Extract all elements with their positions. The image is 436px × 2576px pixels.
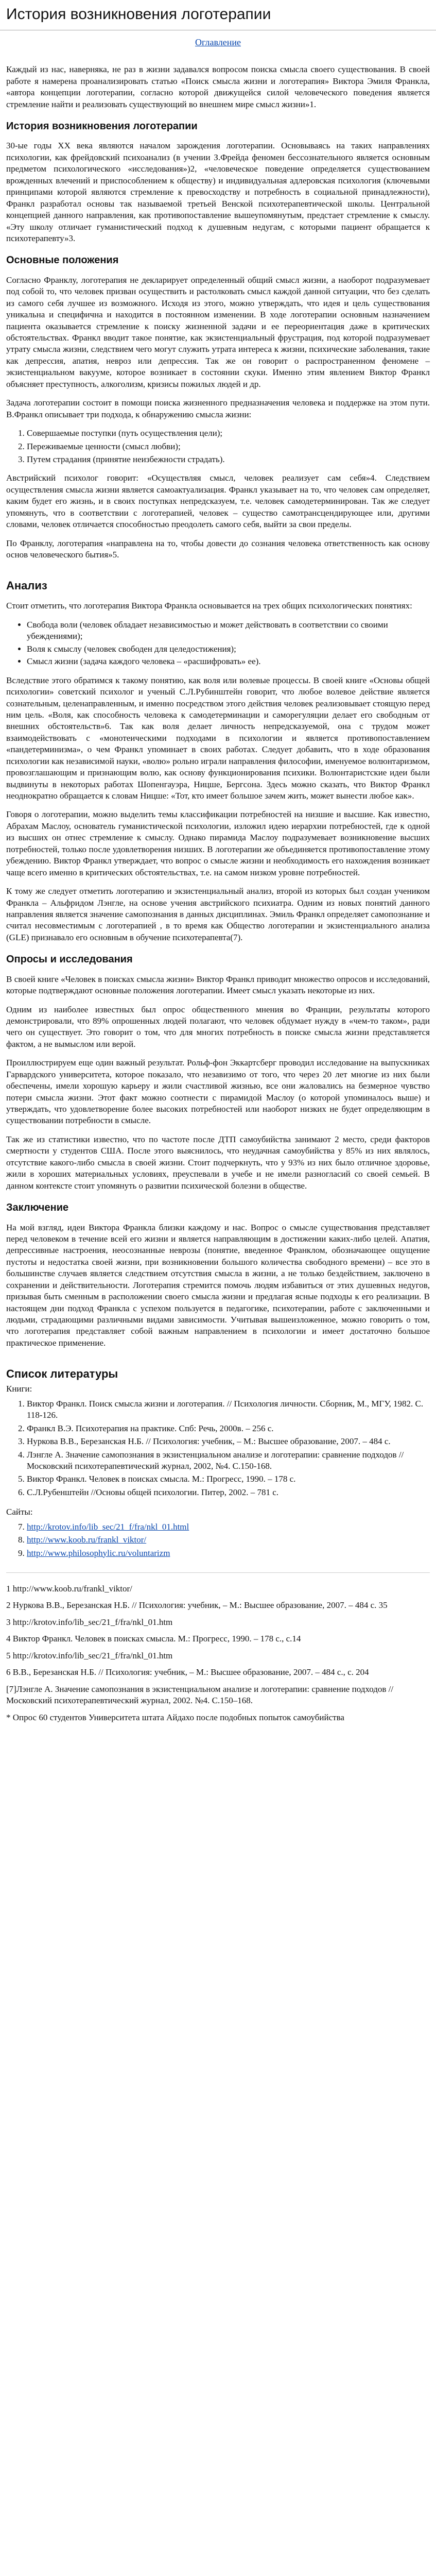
section-conclusion [6, 1201, 430, 1349]
books-list [6, 1398, 430, 1499]
section-heading: Опросы и исследования [6, 954, 133, 965]
section-heading: История возникновения логотерапии [6, 121, 198, 132]
paragraph: Вследствие этого обратимся к такому понятию, как воля или волевые процессы. В своей книге «Основы общей психологии» советский психолог и ученый С.Л.Рубинштейн говорит, что любое волевое действие является сознательным, целенаправленным, и именно посредством этого действия человек реализовывает стоящую перед ним цель. «Воля, как способность человека к самодетерминации и саморегуляции делает его свободным от внешних обстоятельств»6. Так как воля делает личность непредсказуемой, она с трудом может взаимодействовать с «монотеическими подходами в психологии и является противопоставлением «пандетерминизма», о чем Франкл упоминает в своих работах. Следует добавить, что в ходе образования психологии как независимой науки, «волю» рольно играли направления философии, именуемое волюнтаризмом, провозглашающим и признающим волю, как основу функционирования психики. Волюнтаристские идеи были выдвинуты в некоторых работах Шопенгауэра, Ницше, Бергсона. Здесь можно сказать, что Виктор Франкл неоднократно обращается к словам Ницше: «Тот, кто имеет большое зачем жить, может вынести любое как». [6, 675, 430, 801]
reference-item: 3. Нуркова В.В., Березанская Н.Б. // Психология: учебник, – М.: Высшее образование, 2007. – 484 с. [27, 1436, 430, 1447]
paragraph: Одним из наиболее известных был опрос общественного мнения во Франции, результаты которого демонстрировали, что 89% опрошенных людей полагают, что человек обдумает нужду в «чем-то таком», ради чего он существует. Это говорит о том, что для многих потребность в поиске смысла жизни представляется фактом, а не вымыслом или верой. [6, 1004, 430, 1049]
books-label: Книги: [6, 1384, 32, 1394]
paragraph: На мой взгляд, идеи Виктора Франкла близки каждому и нас. Вопрос о смысле существования представляет перед человеком в течение всей его жизни и является направляющим в достижении каких-либо целей. Апатия, депрессивные настроения, неосознанные неврозы (понятие, введенное Франклом, обозначающее ощущение пустоты и недостатка своей жизни, при возникновении большого количества свободного времени) – все это в большинстве случаев является следствием отсутствия смысла в жизни, а не только бездействием, заключено в сохранении и действительности. Логотерапия стремится помочь людям избавиться от этих душевных недугов, призывая быть сменным в расположении своего смысла жизни и предлагая ясные подходы к его реализации. В настоящем дни подход Франкла с успехом пользуется в педагогике, психотерапии, работе с заключенными и людьми, страдающими различными видами зависимости. Учитывая вышеизложенное, можно говорить о том, что логотерапия представляет собой важным направлением в психологии и имеет достаточно большое практическое применение. [6, 1222, 430, 1348]
list-item: • Воля к смыслу (человек свободен для целедостижения); [27, 643, 430, 655]
paragraph: По Франклу, логотерапия «направлена на то, чтобы довести до сознания человека ответственность как основу основ человеческого бытия»5. [6, 538, 430, 560]
footnote: 4 Виктор Франкл. Человек в поисках смысла. М.: Прогресс, 1990. – 178 с., с.14 [6, 1634, 301, 1644]
section-basics [6, 253, 430, 561]
paragraph: Согласно Франклу, логотерапия не декларирует определенный общий смысл жизни, а наоборот подразумевает под собой то, что человек призван осуществить и растолковать смысл каждой данной ситуации, что без сделать из самого себя лучшее из возможного. Исходя из этого, можно утверждать, что идея и цель существования уникальна и специфична и находится в постоянном изменении. В ходе логотерапии основным назначением пациента оказывается стремление к поиску жизненной задачи и ее переориентация даже в критических обстоятельствах. Франкл вводит такое понятие, как экзистенциальный фрустрация, под которой подразумевает утрату смысла жизни, следствием чего могут служить утрата интереса к жизни, психические заболевания, такие как депрессия, апатия, невроз или депрессия. Так же он говорит о распространенном феномене – экзистенциальном вакууме, которое возникает в состоянии скуки. Именно этим явлением Виктор Франкл объясняет преступность, алкоголизм, кризисы пожилых людей и др. [6, 275, 430, 389]
list-item: • Смысл жизни (задача каждого человека – «расшифровать» ее). [27, 656, 430, 667]
site-item [27, 1534, 430, 1546]
site-link[interactable]: http://www.koob.ru/frankl_viktor/ [27, 1535, 147, 1545]
document-body [0, 52, 436, 1723]
section-research [6, 953, 430, 1192]
footnote: 1 http://www.koob.ru/frankl_viktor/ [6, 1584, 132, 1594]
sites-list [6, 1521, 430, 1559]
section-heading: Основные положения [6, 255, 119, 266]
reference-item: 2. Франкл В.Э. Психотерапия на практике. Спб: Речь, 2000в. – 256 с. [27, 1423, 430, 1434]
list-item: 1. Совершаемые поступки (путь осуществления цели); [27, 428, 430, 439]
concepts-list [6, 619, 430, 668]
site-item [27, 1521, 430, 1533]
reference-item: 6. С.Л.Рубенштейн //Основы общей психологии. Питер, 2002. – 781 с. [27, 1487, 430, 1498]
paragraph: Проиллюстрируем еще один важный результат. Рольф-фон Эккартсберг проводил исследование на выпускниках Гарвардского университета, которое показало, что незавизимо от того, что через 20 лет многие из них были обеспечены, имели хорошую карьеру и жили счастливой жизнью, все они жаловались на безмерное чувство потери смысла жизни. Этот факт можно соотнести с пирамидой Маслоу (о которой упоминалось выше) и утверждать, что удовлетворение более высоких потребностей или наоборот низких не будет определяющим в существовании потребности в смысле. [6, 1058, 430, 1126]
approaches-list [6, 428, 430, 465]
section-heading: Список литературы [6, 1367, 118, 1381]
paragraph: Задача логотерапии состоит в помощи поиска жизненного предназначения человека и поддержке на этом пути. В.Франкл описывает три подхода, к обнаружению смысла жизни: [6, 398, 430, 419]
section-heading: Анализ [6, 579, 47, 592]
site-link[interactable]: http://www.philosophylic.ru/voluntarizm [27, 1548, 170, 1558]
footnote: [7]Лэнгле А. Значение самопознания в экзистенциальном анализе и логотерапии: сравнение подходов // Московский психотерапевтический журнал, 2002. №4. С.150–168. [6, 1684, 394, 1706]
paragraph: В своей книге «Человек в поисках смысла жизни» Виктор Франкл приводит множество опросов и исследований, которые подтверждают основные положения логотерапии. Имеет смысл указать некоторые из них. [6, 974, 430, 996]
paragraph: К тому же следует отметить логотерапию и экзистенциальный анализ, второй из которых был создан учеником Франкла – Альфридом Лэнгле, на основе учения австрийского психиатра. Одним из новых понятий данного направления является значение самопознания в данных дисциплинах. Эмиль Франкл определяет самопознание и считал несовместимым с логотерапией , в то время как Общество логотерапии и экзистенциального анализа (GLE) признавало его основным в обучение психотерапевта(7). [6, 886, 430, 942]
footnote: 3 http://krotov.info/lib_sec/21_f/fra/nkl_01.htm [6, 1617, 173, 1627]
list-item: 3. Путем страдания (принятие неизбежности страдать). [27, 454, 430, 465]
paragraph: Говоря о логотерапии, можно выделить темы классификации потребностей на низшие и высшие. Как известно, Абрахам Маслоу, основатель гуманистической психологии, изложил идею иерархии потребностей, где к одной из высших он отнес стремление к смыслу. Однако пирамида Маслоу подразумевает возникновение высших потребностей, только после удовлетворения низших. В логотерапии же объединяется противопоставление этому убеждению. Виктор Франкл утверждает, что вопрос о смысле жизни и необходимость его нахождения возникает чаще всего именно в критических обстоятельствах, т.е. на самом низком уровне потребностей. [6, 809, 430, 877]
footnote: 5 http://krotov.info/lib_sec/21_f/fra/nkl_01.htm [6, 1650, 173, 1660]
site-item [27, 1548, 430, 1559]
site-link[interactable]: http://krotov.info/lib_sec/21_f/fra/nkl_01.html [27, 1521, 189, 1532]
list-item: • Свобода воли (человек обладает независимостью и может действовать в соответствии со своими убеждениями); [27, 619, 430, 642]
sites-label: Сайты: [6, 1507, 33, 1517]
section-analysis [6, 578, 430, 943]
section-references [6, 1366, 430, 1559]
paragraph: 30-ые годы XX века являются началом зарождения логотерапии. Основываясь на таких направлениях психологии, как фрейдовский психоанализ (в учении З.Фрейда феномен бессознательного является основным предметом психологического «исследования»)2, «человеческое поведение определяется существованием врожденных влечений и приспособлением к обществу) и индивидуальная адлеровская психология (ключевыми принципами которой являются стремление к превосходству и потребность в социальной принадлежности), Франкл разработал основы так называемой третьей Венской психотерапевтической школы. Центральной концепцией данного направления, как противопоставление вышеупомянутым, предстает стремление к смыслу. «Эту школу отличает гуманистический подход к душевным недугам, с которыми пациент обращается к психотерапевту»3. [6, 141, 430, 243]
footnote: * Опрос 60 студентов Университета штата Айдахо после подобных попыток самоубийства [6, 1712, 344, 1722]
page-title: История возникновения логотерапии [0, 0, 436, 30]
footnote: 2 Нуркова В.В., Березанская Н.Б. // Психология: учебник, – М.: Высшее образование, 2007. – 484 с. 35 [6, 1600, 388, 1611]
paragraph: Стоит отметить, что логотерапия Виктора Франкла основывается на трех общих психологических понятиях: [6, 601, 412, 611]
footnote: 6 В.В., Березанская Н.Б. // Психология: учебник, – М.: Высшее образование, 2007. – 484 с., с. 204 [6, 1667, 369, 1677]
paragraph: Австрийский психолог говорит: «Осуществляя смысл, человек реализует сам себя»4. Следствием осуществления смысла жизни является самоактуализация. Франкл указывает на то, что человек сам определяет, каким будет его жизнь, и в своих поступках непредсказуем, т.е. человек самодетерминирован. Так же следует упомянуть, что в соответствии с логотерапией, человек – существо самотрансцендирующее или, другими словами, человек отличается способностью преодолеть самого себя, выйти за свои пределы. [6, 473, 430, 530]
paragraph: Так же из статистики известно, что по частоте после ДТП самоубийства занимают 2 место, среди факторов смертности у студентов США. После этого выяснилось, что неудачная самоубийства у 85% из них являлось, отсутствие какого-либо смысла в своей жизни. Стоит подчеркнуть, что у 93% из них было отличное здоровье, жили в хороших материальных условиях, преуспевали в учебе и не имели разногласий со своей семьей. В данном контексте стоит упомянуть о развитии психической болезни в обществе. [6, 1134, 430, 1191]
list-item: 2. Переживаемые ценности (смысл любви); [27, 441, 430, 452]
reference-item: 1. Виктор Франкл. Поиск смысла жизни и логотерапия. // Психология личности. Сборник, М., МГУ, 1982. С. 118-126. [27, 1398, 430, 1421]
reference-item: 4. Лэнгле А. Значение самопознания в экзистенциальном анализе и логотерапии: сравнение подходов // Московский психотерапевтический журнал, 2002, №4. С.150-168. [27, 1449, 430, 1472]
toc-link[interactable]: Оглавление [195, 37, 241, 47]
section-heading: Заключение [6, 1202, 69, 1214]
table-of-contents [0, 30, 436, 52]
section-history [6, 120, 430, 244]
intro-paragraph: Каждый из нас, наверняка, не раз в жизни задавался вопросом поиска смысла своего существования. В своей работе я намерена проанализировать статью «Поиск смысла жизни и логотерапия» Виктора Эмиля Франкла, «автора концепции логотерапии, согласно которой движущейся силой человеческого поведения является стремление найти и реализовать существующий во внешнем мире смысл жизни»1. [6, 64, 430, 109]
reference-item: 5. Виктор Франкл. Человек в поисках смысла. М.: Прогресс, 1990. – 178 с. [27, 1473, 430, 1485]
footnotes [6, 1572, 430, 1723]
